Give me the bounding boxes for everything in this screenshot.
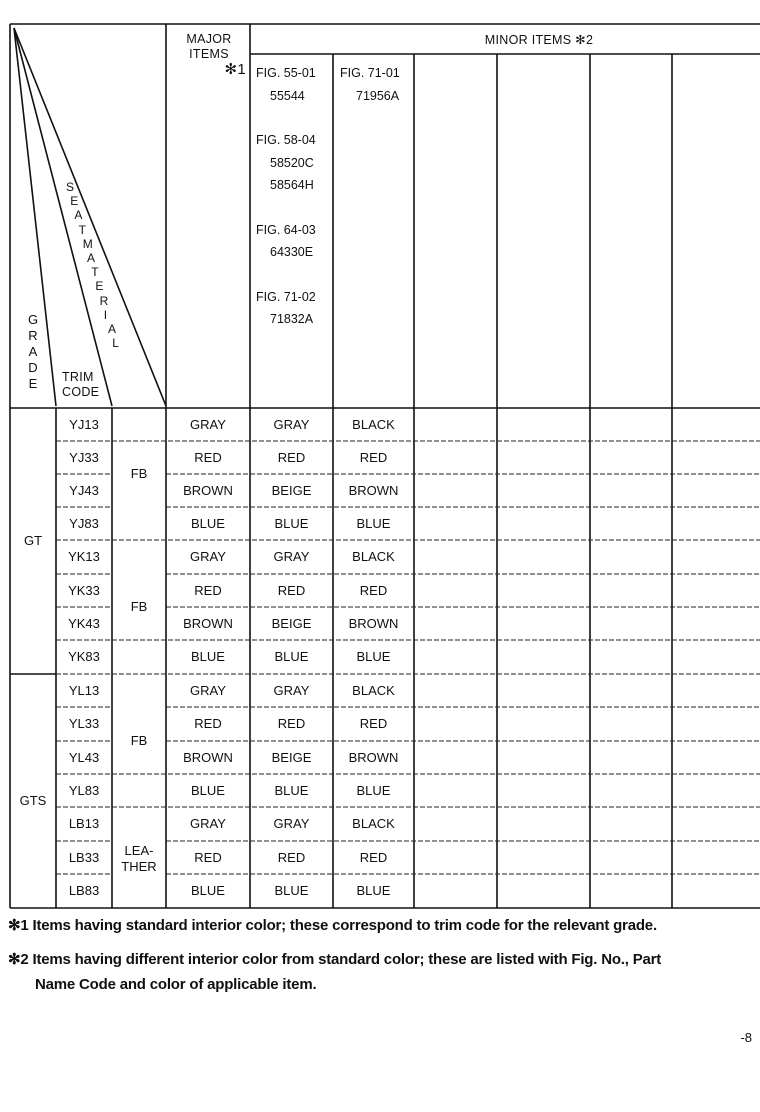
minor-items-label: MINOR ITEMS ✻2 [484,33,594,47]
trim-code-cell: YJ33 [69,449,99,465]
fig-2-color-cell: BLUE [356,782,391,798]
fig-1-line-4: FIG. 58-04 [256,133,316,147]
major-color-cell: GRAY [190,549,226,564]
material-fb-1 [112,466,166,482]
fig-1-line-9: 64330E [270,245,314,259]
fig-1-color-cell: BEIGE [271,615,312,631]
major-color-cell: BLUE [191,782,225,798]
trim-code-cell: YJ43 [69,482,99,498]
trim-code-cell: YL43 [68,749,100,765]
trim-code-cell: YK33 [68,582,100,598]
major-color-cell: BROWN [183,482,233,498]
material-fb-2 [112,599,166,615]
fig-2-line-2: 71956A [356,88,400,103]
seat-material-letter: E [70,194,79,209]
material-leather-line-2: THER [121,859,157,874]
material-fb-3 [112,733,166,749]
fig-2-color-cell: RED [359,449,388,465]
fig-2-color-cell: BLACK [352,682,395,698]
major-color-cell: BROWN [183,749,233,765]
fig-1-line-5: 58520C [270,155,314,170]
seat-material-letter: A [74,208,83,223]
grade-header-letter: R [28,328,38,343]
footnote-2 [8,947,661,997]
trim-code-cell: LB33 [68,849,100,865]
grade-gts-text: GTS [19,793,47,808]
major-color-cell: RED [194,449,222,465]
fig-1-line-8: FIG. 64-03 [256,222,316,237]
major-items-note-mark: ✻1 [224,61,246,78]
grade-gts [10,793,56,809]
fig-1-color-cell: BEIGE [271,749,312,765]
trim-code-label-1: TRIM [62,370,94,384]
footnote-1-text: ✻1 Items having standard interior color; these correspond to trim code for the relevant grade. [8,917,657,934]
major-color-cell: BLUE [191,649,225,664]
fig-1-color-cell: RED [277,716,306,731]
material-fb-1-text: FB [130,466,148,481]
seat-material-letter: L [112,336,120,351]
trim-code-cell: YL83 [68,782,100,798]
major-color-cell: BLUE [191,883,225,898]
material-fb-3-text: FB [130,733,148,748]
major-color-cell: GRAY [190,816,226,831]
material-leather-line-1: LEA- [124,843,154,858]
fig-2-color-cell: BLACK [352,416,395,432]
trim-code-cell: YK43 [68,615,100,631]
trim-code-cell: LB83 [68,883,100,898]
fig-2-color-cell: BLUE [356,649,391,664]
major-items-label-2: ITEMS [189,47,229,61]
fig-1-line-12: 71832A [270,312,314,326]
fig-1-line-10 [256,264,332,286]
footnote-1 [8,913,657,938]
fig-1-color-cell: GRAY [273,682,310,698]
fig-1-line-1: FIG. 55-01 [256,66,316,80]
seat-material-letter: T [78,222,87,237]
trim-code-cell: YK83 [68,649,100,664]
seat-material-header [60,180,170,400]
seat-material-letter: M [82,236,94,251]
fig-1-color-cell: BLUE [274,515,309,531]
fig-2-color-cell: BLUE [356,883,391,898]
seat-material-letter: R [99,293,109,308]
major-color-cell: RED [194,716,222,731]
trim-code-cell: YL33 [68,716,100,731]
fig-1-line-6: 58564H [270,178,314,192]
fig-1-color-cell: RED [277,582,306,598]
fig-1-color-cell: GRAY [273,549,310,564]
fig-1-color-cell: GRAY [273,816,310,831]
fig-column-2 [340,62,416,107]
major-color-cell: RED [194,582,222,598]
fig-1-color-cell: RED [277,449,306,465]
fig-1-color-cell: BEIGE [271,482,312,498]
seat-material-letter: A [108,322,117,336]
grade-header-letter: A [28,344,38,359]
seat-material-letter: E [95,279,104,294]
major-items-label-1: MAJOR [186,32,232,46]
seat-material-letter: S [66,180,75,194]
grade-header-letter: D [28,360,38,375]
fig-1-line-7 [256,197,332,219]
grade-gt-text: GT [23,533,43,548]
fig-2-color-cell: BLUE [356,515,391,531]
major-color-cell: BLUE [191,515,225,531]
major-items-header [172,32,246,77]
fig-column-1 [256,62,332,331]
fig-2-color-cell: BROWN [348,749,399,765]
seat-material-letter: T [91,265,99,280]
fig-1-color-cell: RED [277,849,306,865]
fig-1-color-cell: GRAY [273,416,310,432]
grade-header-letter: E [28,376,38,391]
trim-code-cell: YJ83 [69,515,99,531]
material-leather [112,843,166,875]
fig-2-line-1: FIG. 71-01 [340,66,400,80]
fig-2-color-cell: BROWN [348,615,399,631]
trim-code-label-2: CODE [62,385,100,399]
footnote-2-line-2: Name Code and color of applicable item. [35,976,317,993]
seat-material-letter: I [103,307,108,322]
grade-header [26,312,40,392]
grade-gt [10,533,56,549]
fig-1-color-cell: BLUE [274,649,309,664]
major-color-cell: BROWN [183,615,233,631]
fig-1-line-2: 55544 [270,88,305,103]
page-number [740,1030,752,1045]
trim-code-cell: LB13 [68,816,100,831]
material-fb-2-text: FB [130,599,148,614]
fig-2-color-cell: BLACK [352,549,395,564]
fig-2-color-cell: RED [359,582,388,598]
fig-2-color-cell: RED [359,849,388,865]
footnote-2-line-1: ✻2 Items having different interior color from standard color; these are listed with Fig. No., Part [8,951,662,968]
fig-2-color-cell: BLACK [352,816,395,831]
major-color-cell: GRAY [190,682,226,698]
fig-1-line-3 [256,107,332,129]
major-color-cell: RED [194,849,222,865]
minor-items-header [414,33,664,48]
fig-1-color-cell: BLUE [274,883,309,898]
fig-2-color-cell: BROWN [348,482,399,498]
trim-code-cell: YJ13 [69,416,99,432]
fig-1-line-11: FIG. 71-02 [256,289,316,304]
trim-code-cell: YK13 [68,549,100,564]
trim-code-cell: YL13 [68,682,100,698]
page-number-text: -8 [740,1030,752,1045]
fig-2-color-cell: RED [359,716,388,731]
seat-material-letter: A [87,251,96,265]
grade-header-letter: G [27,312,39,327]
fig-1-color-cell: BLUE [274,782,309,798]
major-color-cell: GRAY [190,416,226,432]
